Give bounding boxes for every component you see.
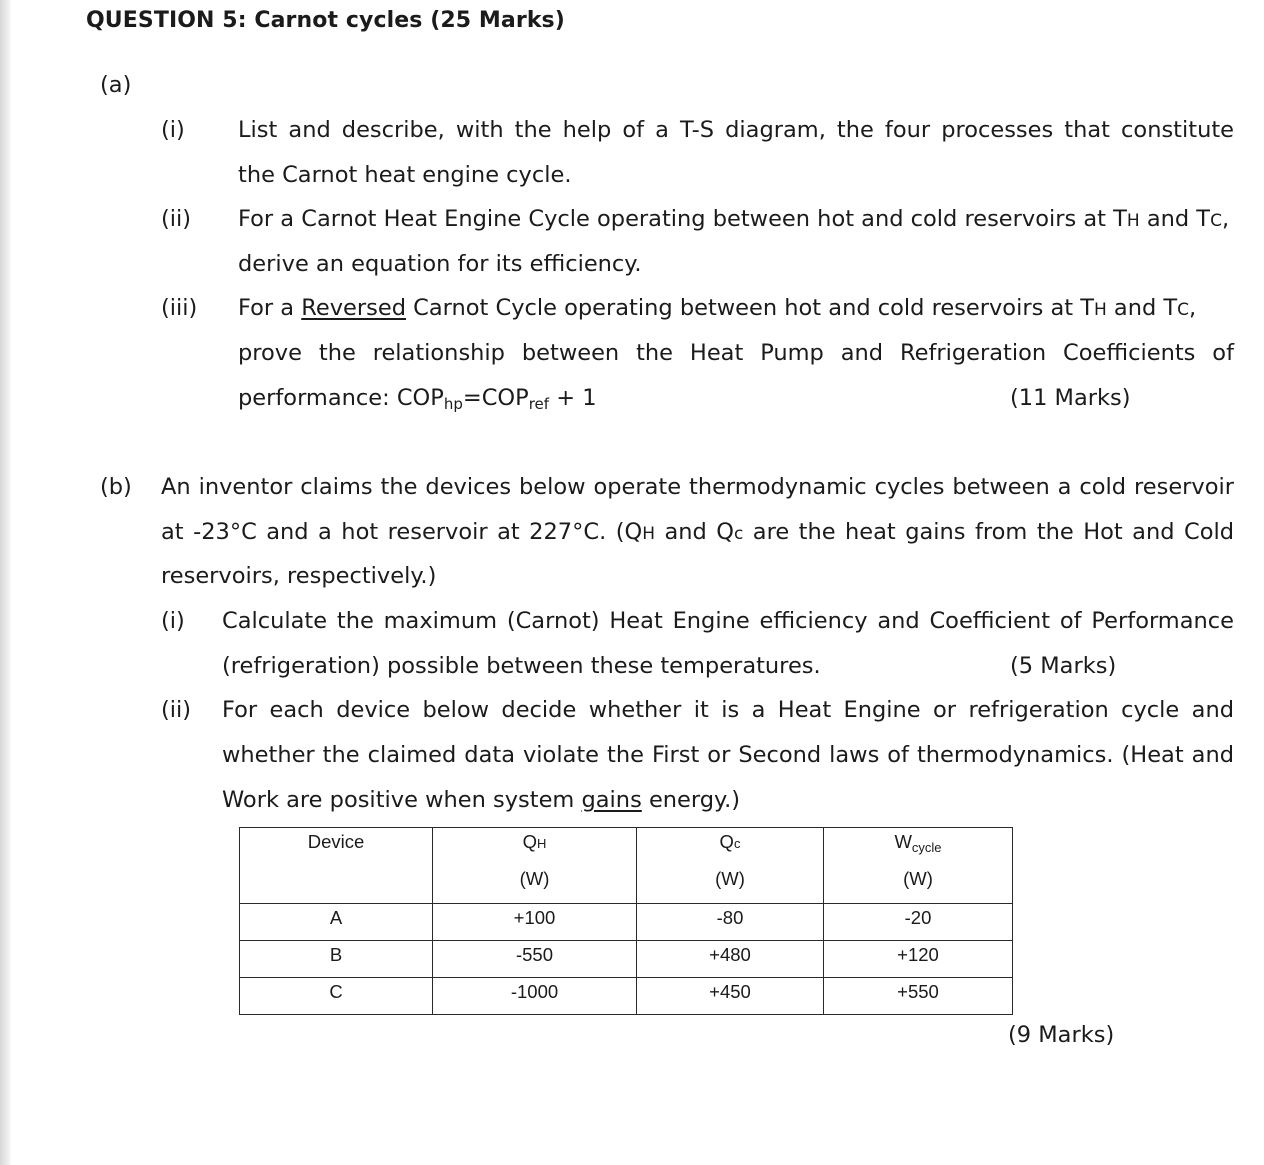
b-intro-line2: at -23°C and a hot reservoir at 227°C. (QH and Qc are the heat gains from the Hot and Cold — [161, 519, 1234, 545]
header-device: Device — [240, 828, 433, 904]
table-cell: -20 — [824, 904, 1013, 941]
a-marks: (11 Marks) — [1010, 385, 1131, 411]
part-a-label: (a) — [100, 72, 132, 98]
table-cell: B — [240, 941, 433, 978]
a-i-line1: List and describe, with the help of a T-S diagram, the four processes that constitute — [238, 117, 1234, 143]
a-i-line2: the Carnot heat engine cycle. — [238, 162, 572, 188]
a-iii-line1: For a Reversed Carnot Cycle operating between hot and cold reservoirs at TH and TC, — [238, 295, 1197, 321]
header-wcycle: $W_{cycle}$ (W) — [824, 828, 1013, 904]
question-title: QUESTION 5: Carnot cycles (25 Marks) — [86, 8, 565, 33]
part-b-label: (b) — [100, 474, 132, 500]
b-ii-line1: For each device below decide whether it is a Heat Engine or refrigeration cycle and — [222, 697, 1234, 723]
a-iii-line3: performance: $COP_{hp}=COP_{ref} + 1$ — [238, 385, 597, 413]
a-iii-number: (iii) — [161, 295, 198, 321]
table-cell: C — [240, 978, 433, 1015]
a-ii-line2: derive an equation for its efficiency. — [238, 251, 642, 277]
device-data-table — [239, 827, 1013, 1015]
b-intro-line1: An inventor claims the devices below operate thermodynamic cycles between a cold reservoir — [161, 474, 1234, 500]
table-cell: +450 — [637, 978, 824, 1015]
table-header-row — [240, 828, 1013, 904]
a-iii-line2: prove the relationship between the Heat Pump and Refrigeration Coefficients of — [238, 340, 1234, 366]
table-cell: -80 — [637, 904, 824, 941]
gains-underlined: gains — [581, 787, 642, 813]
b-marks: (9 Marks) — [1008, 1022, 1115, 1048]
table-cell: A — [240, 904, 433, 941]
table-cell: +120 — [824, 941, 1013, 978]
page-left-edge — [0, 0, 11, 1165]
b-ii-number: (ii) — [161, 697, 192, 723]
table-cell: +480 — [637, 941, 824, 978]
a-ii-line1: For a Carnot Heat Engine Cycle operating between hot and cold reservoirs at TH and TC, — [238, 206, 1230, 232]
reversed-underlined: Reversed — [301, 295, 406, 321]
table-cell: +100 — [433, 904, 637, 941]
b-ii-line2: whether the claimed data violate the First or Second laws of thermodynamics. (Heat and — [222, 742, 1234, 768]
table-row — [240, 904, 1013, 941]
table-row — [240, 978, 1013, 1015]
b-intro-line3: reservoirs, respectively.) — [161, 563, 437, 589]
table-cell: +550 — [824, 978, 1013, 1015]
b-ii-line3: Work are positive when system gains energy.) — [222, 787, 741, 813]
a-i-number: (i) — [161, 117, 185, 143]
table-cell: -550 — [433, 941, 637, 978]
table-cell: -1000 — [433, 978, 637, 1015]
header-qc: Qc (W) — [637, 828, 824, 904]
b-i-number: (i) — [161, 608, 185, 634]
b-i-line2: (refrigeration) possible between these temperatures. — [222, 653, 821, 679]
header-qh: QH (W) — [433, 828, 637, 904]
table-row — [240, 941, 1013, 978]
a-ii-number: (ii) — [161, 206, 192, 232]
b-i-line1: Calculate the maximum (Carnot) Heat Engine efficiency and Coefficient of Performance — [222, 608, 1234, 634]
b-i-marks: (5 Marks) — [1010, 653, 1117, 679]
